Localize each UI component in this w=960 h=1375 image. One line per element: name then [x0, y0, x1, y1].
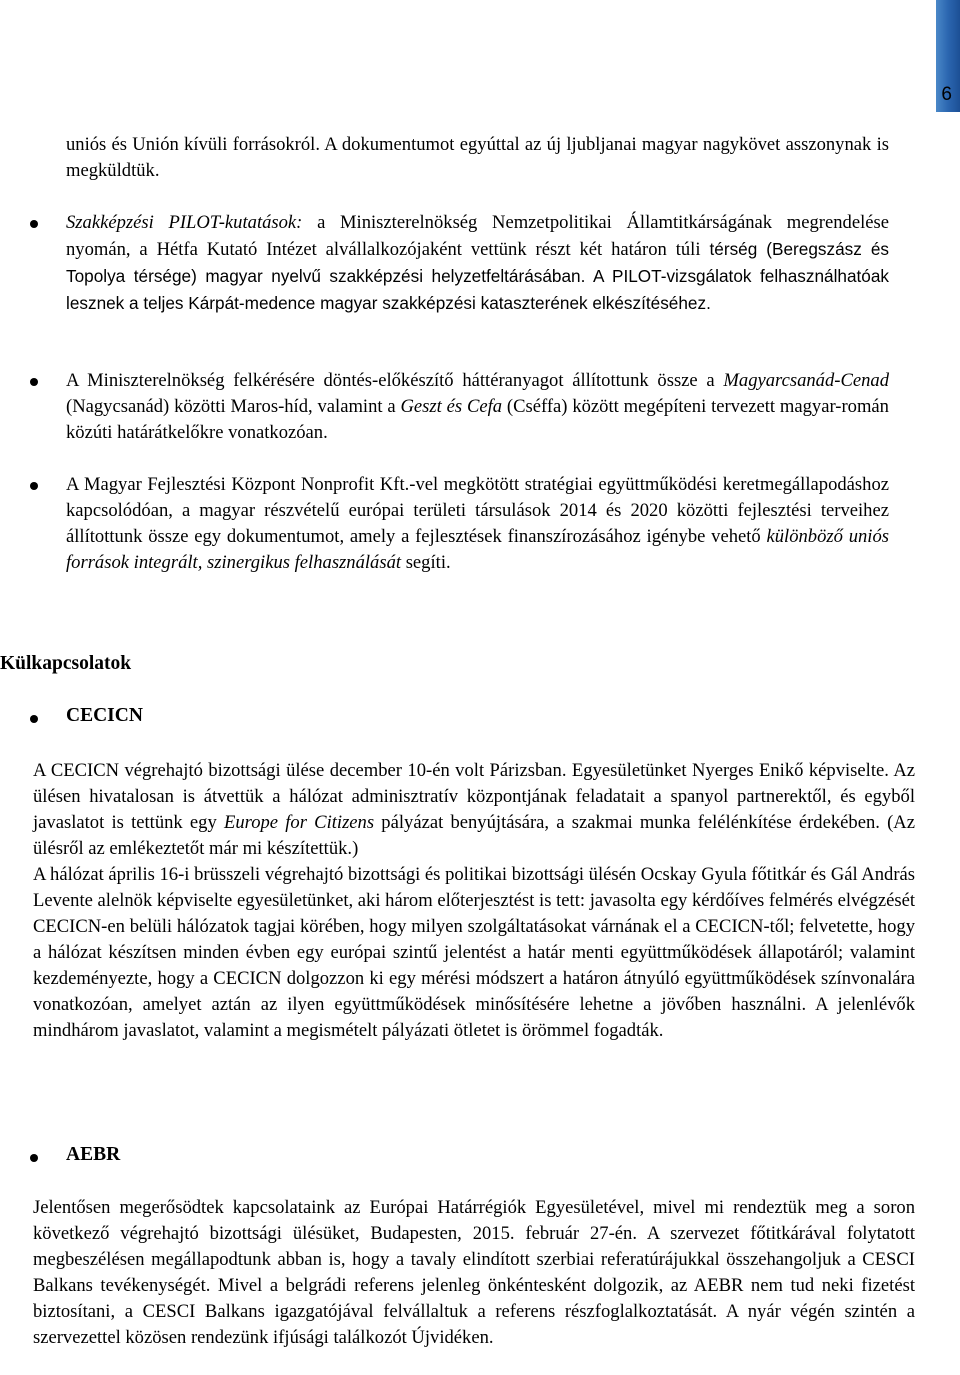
bullet-icon [30, 1154, 38, 1162]
bullet-border-crossing [66, 368, 889, 446]
bullet-pilot-research [66, 210, 889, 317]
border-text-2: (Nagycsanád) közötti Maros-híd, valamint a [66, 396, 401, 417]
bullet-icon [30, 482, 38, 490]
border-italic-1: Magyarcsanád-Cenad [723, 370, 889, 391]
mfk-text-2: segíti. [401, 552, 451, 573]
page-number: 6 [941, 84, 952, 105]
border-text-1: A Miniszterelnökség felkérésére döntés-előkészítő háttéranyagot állítottunk össze a [66, 370, 724, 391]
bullet-mfk-agreement [66, 472, 889, 576]
section-heading-kulkapcsolatok: Külkapcsolatok [0, 653, 132, 674]
aebr-paragraph: Jelentősen megerősödtek kapcsolataink az Európai Határrégiók Egyesületével, mivel mi rendeztük meg a soron következő végrehajtó bizottsági ülésüket, Budapesten, 2015. február 27-én. A szervezet főtitkárával folytatott megbeszélésen megállapodtunk abban is, hogy a tavaly elindított szerbiai referatúrájukkal összehangoljuk a CESCI Balkans tevékenységét. Mivel a belgrádi referens jelenleg önkéntesként dolgozik, az AEBR nem tud neki fizetést biztosítani, a CESCI Balkans igazgatójával felvállaltuk a referens részfoglalkoztatását. A nyár végén szintén a szervezettel közösen rendezünk ifjúsági találkozót Újvidéken. [33, 1197, 915, 1348]
subheading-aebr: AEBR [66, 1144, 121, 1165]
border-italic-2: Geszt és Cefa [400, 396, 503, 417]
border-text-3: (Cséffa) között megépíteni tervezett magyar-román közúti határátkelőkre vonatkozóan. [66, 396, 889, 443]
bullet-icon [30, 378, 38, 386]
bullet-mfk-text [66, 472, 889, 576]
intro-paragraph [66, 132, 889, 184]
bullet-icon [30, 220, 38, 228]
cecicn-paragraph-1 [33, 758, 915, 862]
aebr-section [33, 1195, 915, 1351]
bullet-icon [30, 715, 38, 723]
subheading-cecicn: CECICN [66, 705, 143, 726]
intro-text: uniós és Unión kívüli forrásokról. A dokumentumot egyúttal az új ljubljanai magyar nagykövet asszonynak is megküldtük. [66, 134, 889, 181]
bullet-border-text [66, 368, 889, 446]
pilot-serif: a Miniszterelnökség Nemzetpolitikai Államtitkárságának megrendelése nyomán, a Hétfa Kutató Intézet alvállalkozójaként vettünk részt két határon túli [66, 212, 889, 260]
bullet-pilot-text [66, 210, 889, 317]
cecicn-section [33, 758, 915, 1044]
cecicn-paragraph-2: A hálózat április 16-i brüsszeli végrehajtó bizottsági és politikai bizottsági ülésén Ocskay Gyula főtitkár és Gál András Levente alelnök képviselte egyesületünket, aki három előterjesztést is tett: javasolta egy kérdőíves felmérés elvégzését CECICN-en belüli hálózatok tagjai körében, hogy milyen szolgáltatásokat várnának el a CECICN-től; felvetette, hogy a hálózat készítsen minden évben egy európai szintű jelentést a határ menti együttműködések állapotáról; valamint kezdeményezte, hogy a CECICN dolgozzon ki egy mérési módszert a határon átnyúló együttműködések színvonalára vonatkozóan, amelyet aztán az ilyen együttműködések minősítésére lehetne a jövőben használni. A jelenlévők mindhárom javaslatot, valamint a megismételt pályázati ötletet is örömmel fogadták. [33, 864, 915, 1041]
pilot-lead: Szakképzési PILOT-kutatások: [66, 212, 303, 233]
cecicn-p1-text-2: pályázat benyújtására, a szakmai munka felélénkítése érdekében. (Az ülésről az emlékeztetőt már mi készítettük.) [33, 812, 915, 859]
mfk-italic: különböző uniós források integrált, szinergikus felhasználását [66, 526, 889, 573]
pilot-sans: térség (Beregszász és Topolya térsége) magyar nyelvű szakképzési helyzetfeltárásában. A PILOT-vizsgálatok felhasználhatóak lesznek a teljes Kárpát-medence magyar szakképzési kataszterének elkészítéséhez. [66, 239, 889, 313]
cecicn-p1-italic: Europe for Citizens [224, 812, 375, 833]
cecicn-p1-text-1: A CECICN végrehajtó bizottsági ülése december 10-én volt Párizsban. Egyesületünket Nyerges Enikő képviselte. Az ülésen hivatalosan is átvettük a hálózat adminisztratív központjának feladatait a spanyol partnerektől, és egyből javaslatot is tettünk egy [33, 760, 915, 833]
mfk-text-1: A Magyar Fejlesztési Központ Nonprofit Kft.-vel megkötött stratégiai együttműködési keretmegállapodáshoz kapcsolódóan, a magyar részvételű európai területi társulások 2014 és 2020 közötti fejlesztési terveihez állítottunk össze egy dokumentumot, amely a fejlesztések finanszírozásához igénybe vehető [66, 474, 889, 547]
